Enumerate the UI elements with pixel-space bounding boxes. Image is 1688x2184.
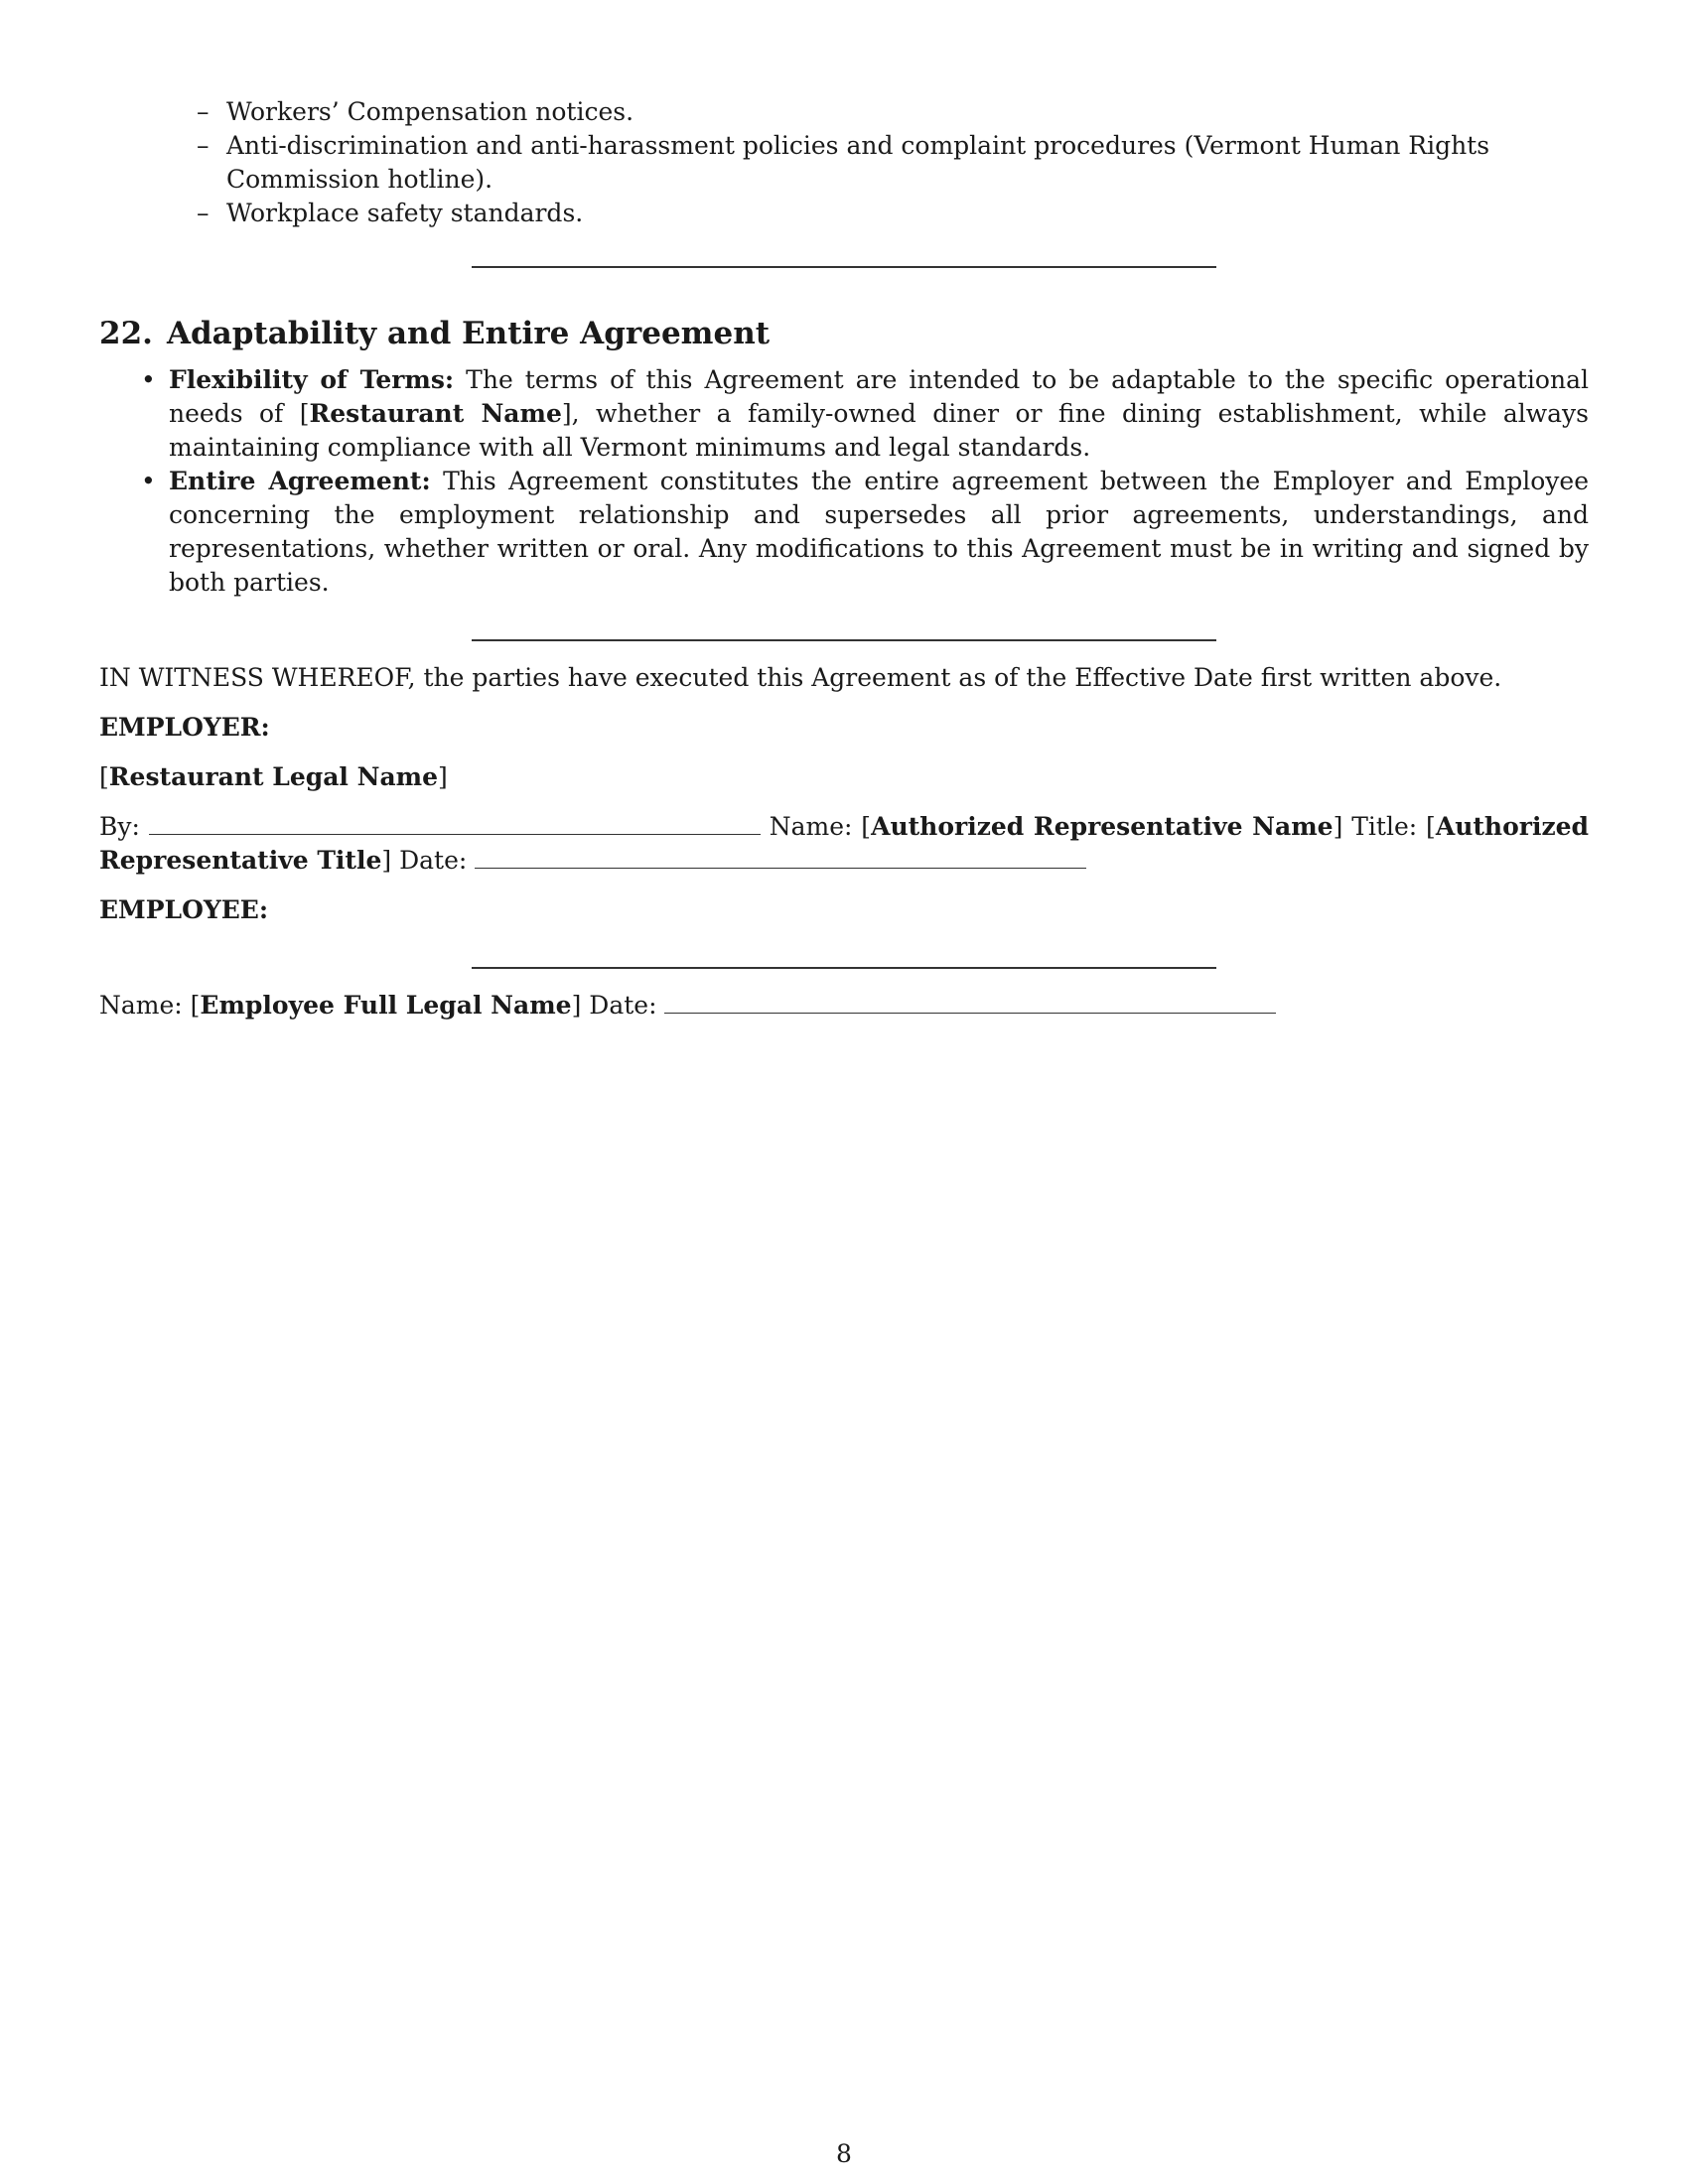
section-title: Adaptability and Entire Agreement (166, 316, 771, 351)
list-item-entire-agreement (169, 465, 1589, 600)
title-label: Title: (1351, 812, 1418, 841)
employer-date-line[interactable] (475, 844, 1086, 869)
list-item: – Workplace safety standards. (226, 197, 1589, 230)
employee-signature-line[interactable] (472, 967, 1216, 969)
employer-heading-text: EMPLOYER: (99, 713, 270, 742)
employer-signature-block: By: Name: [Authorized Representative Name] Title: [Authorized Representative Title] Date: (99, 812, 1590, 875)
section-heading (99, 314, 1589, 353)
name-label: Name: (769, 812, 853, 841)
date-label: Date: (399, 846, 468, 875)
employer-legal-name: [Restaurant Legal Name] (99, 762, 448, 791)
placeholder-employee-name: Employee Full Legal Name (200, 991, 572, 1020)
witness-statement: IN WITNESS WHEREOF, the parties have executed this Agreement as of the Effective Date first written above. (99, 663, 1502, 692)
bullet-text: This Agreement constitutes the entire agreement between the Employer and Employee concerning the employment relationship and supersedes all prior agreements, understandings, and representations, whether written or oral. Any modifications to this Agreement must be in writing and signed by both parties. (169, 467, 1589, 597)
employee-date-line[interactable] (664, 989, 1276, 1014)
placeholder-restaurant-name: Restaurant Name (309, 399, 562, 428)
bullet-label: Flexibility of Terms: (169, 365, 455, 394)
section-bullets (99, 363, 1589, 600)
notice-list (99, 95, 1589, 230)
section-divider (472, 639, 1216, 641)
section-divider (472, 266, 1216, 268)
list-item-flexibility: • Flexibility of Terms: The terms of this Agreement are intended to be adaptable to the specific operational needs of [Restaurant Name], whether a family-owned diner or fine dining establishment, while always maintaining compliance with all Vermont minimums and legal standards. (169, 363, 1589, 465)
bullet-text: The terms of this Agreement are intended to be adaptable to the specific operational needs of (169, 365, 1589, 428)
by-label: By: (99, 812, 140, 841)
document-page (99, 95, 1589, 1023)
placeholder-restaurant-legal-name: Restaurant Legal Name (108, 762, 439, 791)
placeholder-rep-title: Authorized Representative Title (99, 812, 1590, 875)
employer-heading (99, 711, 1589, 745)
bullet-label: Entire Agreement: (169, 467, 431, 495)
bullet-text: , whether a family-owned diner or fine dining establishment, while always maintaining compliance with all Vermont minimums and legal standards. (169, 399, 1589, 462)
page-number: 8 (836, 2139, 852, 2168)
employee-heading-text: EMPLOYEE: (99, 895, 269, 924)
list-item: – Workers’ Compensation notices. (226, 95, 1589, 129)
employer-signature-line[interactable] (149, 810, 761, 835)
name-label: Name: (99, 991, 183, 1020)
employee-heading (99, 893, 1589, 927)
placeholder-rep-name: Authorized Representative Name (871, 812, 1334, 841)
list-item: – Anti-discrimination and anti-harassment policies and complaint procedures (Vermont Human Rights Commission hotline). (226, 129, 1589, 197)
section-number: 22. (99, 316, 153, 351)
employee-name-block: Name: [Employee Full Legal Name] Date: (99, 989, 1589, 1023)
date-label: Date: (589, 991, 657, 1020)
